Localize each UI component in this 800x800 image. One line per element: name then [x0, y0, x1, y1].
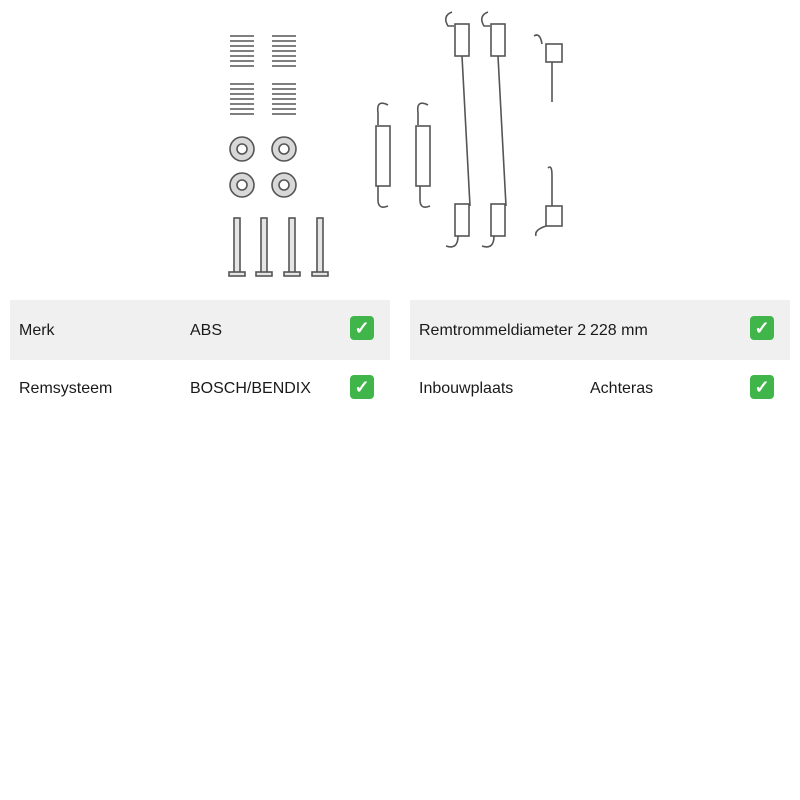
spec-value: 228 mm	[590, 322, 648, 339]
spec-value: Achteras	[590, 380, 654, 397]
hooked-spring	[534, 35, 562, 236]
check-icon: ✓	[750, 375, 774, 399]
spec-table-left	[10, 300, 390, 420]
spec-label: Merk	[19, 322, 55, 339]
spec-row-remtrommeldiameter	[410, 300, 790, 360]
compression-spring	[230, 36, 296, 114]
check-icon: ✓	[350, 375, 374, 399]
spec-row-remsysteem	[10, 360, 390, 420]
long-tension-spring	[446, 12, 506, 247]
hold-down-pin	[229, 218, 328, 276]
spec-value: BOSCH/BENDIX	[190, 380, 311, 397]
tension-spring	[376, 103, 430, 207]
spec-value: ABS	[190, 322, 223, 339]
check-icon: ✓	[350, 316, 374, 340]
spec-row-inbouwplaats	[410, 360, 790, 420]
spec-table-right	[410, 300, 790, 420]
spec-label: Inbouwplaats	[419, 380, 514, 397]
product-image	[200, 0, 600, 290]
check-icon: ✓	[750, 316, 774, 340]
retaining-cup	[230, 137, 296, 197]
spec-label: Remsysteem	[19, 380, 113, 397]
spec-label: Remtrommeldiameter 2	[419, 322, 587, 339]
spec-row-merk	[10, 300, 390, 360]
